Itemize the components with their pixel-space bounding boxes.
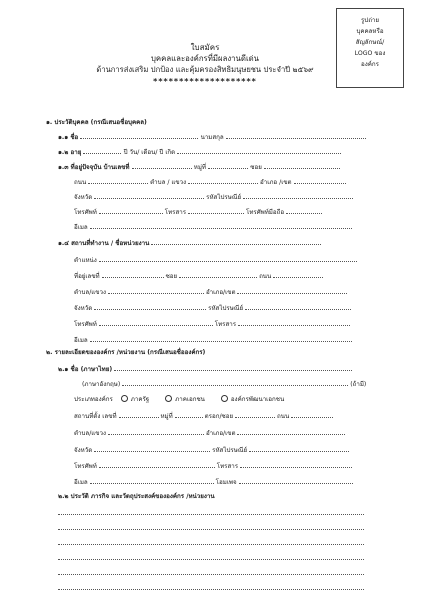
s14-position-row xyxy=(74,254,357,265)
org-type-government-label: ภาครัฐ xyxy=(130,396,150,403)
s2-tambon-field[interactable] xyxy=(108,427,204,435)
org-type-ngo-radio[interactable] xyxy=(221,395,228,402)
s2-abbr-label: (ถ้ามี) xyxy=(350,381,367,388)
s14-phone-field[interactable] xyxy=(99,318,213,326)
s1-postal-field[interactable] xyxy=(243,191,353,199)
history-line[interactable] xyxy=(58,589,364,590)
s1-fax-label: โทรสาร xyxy=(164,209,187,216)
history-line[interactable] xyxy=(58,544,364,545)
s2-province-label: จังหวัด xyxy=(74,447,93,454)
s14-amphoe-label: อำเภอ/เขต xyxy=(205,289,236,296)
org-type-private-radio[interactable] xyxy=(165,395,172,402)
s2-email-row xyxy=(74,476,353,487)
s2-name-label: ๒.๑ ชื่อ (ภาษาไทย) xyxy=(58,366,113,373)
photo-box-line: LOGO ของ xyxy=(354,50,386,57)
s1-age-field[interactable] xyxy=(83,146,121,154)
s1-house-no-field[interactable] xyxy=(132,161,192,169)
s2-phone-field[interactable] xyxy=(99,460,215,468)
s2-phone-row xyxy=(74,460,352,471)
s1-road-label: ถนน xyxy=(74,179,87,186)
s14-postal-field[interactable] xyxy=(245,302,351,310)
s14-heading: ๑.๔ สถานที่ทำงาน / ชื่อหน่วยงาน xyxy=(58,240,150,247)
s1-phone-row xyxy=(74,206,322,217)
form-subtitle: บุคคลและองค์กรที่มีผลงานดีเด่น xyxy=(150,54,260,63)
s14-fax-field[interactable] xyxy=(238,318,350,326)
s1-fax-field[interactable] xyxy=(188,206,244,214)
s14-email-field[interactable] xyxy=(90,334,352,342)
s14-postal-label: รหัสไปรษณีย์ xyxy=(208,305,244,312)
s14-road-label: ถนน xyxy=(259,273,272,280)
org-type-government-radio[interactable] xyxy=(121,395,128,402)
s2-org-type-label: ประเภทองค์กร xyxy=(74,396,113,403)
s1-name-field[interactable] xyxy=(80,131,198,139)
s2-name-th-field[interactable] xyxy=(114,363,352,371)
s14-province-label: จังหวัด xyxy=(74,305,93,312)
s2-soi-label: ตรอก/ซอย xyxy=(204,413,234,420)
section-1-heading: ๑. ประวัติบุคคล (กรณีเสนอชื่อบุคคล) xyxy=(46,119,147,126)
s2-phone-label: โทรศัพท์ xyxy=(74,463,97,470)
s1-age-label: ๑.๒ อายุ xyxy=(58,149,82,156)
s14-soi-label: ซอย xyxy=(165,273,178,280)
photo-logo-box[interactable] xyxy=(336,8,404,88)
s1-road-field[interactable] xyxy=(88,176,148,184)
s2-org-type-row xyxy=(74,395,284,404)
s1-name-label: ๑.๑ ชื่อ xyxy=(58,134,79,141)
photo-box-line: รูปถ่าย xyxy=(360,17,380,24)
s1-age-row xyxy=(58,146,341,157)
form-title-block xyxy=(90,42,320,88)
s1-address-label: ๑.๓ ที่อยู่ปัจจุบัน บ้านเลขที่ xyxy=(58,164,130,171)
s14-fax-label: โทรสาร xyxy=(214,321,237,328)
s1-amphoe-label: อำเภอ /เขต xyxy=(260,179,292,186)
form-title: ใบสมัคร xyxy=(190,43,220,52)
s1-email-field[interactable] xyxy=(90,221,352,229)
photo-box-line: องค์กร xyxy=(361,61,379,68)
s1-email-row xyxy=(74,221,352,232)
s14-amphoe-field[interactable] xyxy=(237,286,347,294)
s1-phone-field[interactable] xyxy=(99,206,163,214)
s2-location-label: สถานที่ตั้ง เลขที่ xyxy=(74,413,117,420)
s2-postal-label: รหัสไปรษณีย์ xyxy=(212,447,248,454)
s1-province-label: จังหวัด xyxy=(74,194,93,201)
s1-province-field[interactable] xyxy=(94,191,204,199)
s2-name-en-row xyxy=(82,378,366,389)
s2-road-label: ถนน xyxy=(277,413,290,420)
s14-phone-row xyxy=(74,318,350,329)
s2-website-label: โฮมเพจ xyxy=(215,479,237,486)
s14-position-label: ตำแหน่ง xyxy=(74,257,97,264)
s2-moo-field[interactable] xyxy=(175,410,203,418)
s2-tambon-label: ตำบล/แขวง xyxy=(74,430,107,437)
photo-box-line: สัญลักษณ์/ xyxy=(355,39,385,46)
s2-amphoe-field[interactable] xyxy=(237,427,345,435)
s14-province-field[interactable] xyxy=(94,302,206,310)
s14-address-row xyxy=(74,270,323,281)
history-line[interactable] xyxy=(58,559,364,560)
s14-position-field[interactable] xyxy=(99,254,357,262)
org-type-ngo-label: องค์กรพัฒนาเอกชน xyxy=(230,396,285,403)
org-type-private-label: ภาคเอกชน xyxy=(175,396,205,403)
s14-address-label: ที่อยู่เลขที่ xyxy=(74,273,100,280)
s1-moo-label: หมู่ที่ xyxy=(193,164,206,171)
s14-province-row xyxy=(74,302,351,313)
s1-province-row xyxy=(74,191,353,202)
s1-soi-field[interactable] xyxy=(264,161,340,169)
history-line[interactable] xyxy=(58,529,364,530)
s2-province-row xyxy=(74,444,349,455)
s14-workplace-field[interactable] xyxy=(151,237,321,245)
s2-name-row xyxy=(58,363,352,374)
s14-phone-label: โทรศัพท์ xyxy=(74,321,97,328)
history-line[interactable] xyxy=(58,574,364,575)
s2-fax-field[interactable] xyxy=(240,460,352,468)
s14-tambon-field[interactable] xyxy=(108,286,204,294)
s2-email-label: อีเมล xyxy=(74,479,88,486)
s1-tambon-label: ตำบล / แขวง xyxy=(150,179,187,186)
photo-box-line: บุคคลหรือ xyxy=(356,28,384,35)
s2-name-en-field[interactable] xyxy=(122,378,348,386)
s2-tambon-row xyxy=(74,427,345,438)
s2-moo-label: หมู่ที่ xyxy=(160,413,173,420)
s2-road-field[interactable] xyxy=(291,410,333,418)
s14-address-field[interactable] xyxy=(102,270,164,278)
s14-heading-row xyxy=(58,237,321,248)
s1-moo-field[interactable] xyxy=(208,161,248,169)
s2-email-field[interactable] xyxy=(90,476,214,484)
s2-location-row xyxy=(74,410,333,421)
s2-fax-label: โทรสาร xyxy=(216,463,239,470)
s2-amphoe-label: อำเภอ/เขต xyxy=(205,430,236,437)
s1-tambon-field[interactable] xyxy=(188,176,258,184)
star-divider: ******************** xyxy=(153,77,257,86)
s2-history-heading: ๒.๒ ประวัติ ภารกิจ และวัตถุประสงค์ขององค์กร /หน่วยงาน xyxy=(58,493,215,500)
s1-name-row xyxy=(58,131,366,142)
s1-postal-label: รหัสไปรษณีย์ xyxy=(206,194,242,201)
s1-phone-label: โทรศัพท์ xyxy=(74,209,97,216)
s1-email-label: อีเมล xyxy=(74,224,88,231)
s1-road-row xyxy=(74,176,346,187)
s14-soi-field[interactable] xyxy=(179,270,257,278)
s1-soi-label: ซอย xyxy=(250,164,262,171)
s14-email-row xyxy=(74,334,352,345)
s14-tambon-label: ตำบล/แขวง xyxy=(74,289,107,296)
s2-website-field[interactable] xyxy=(239,476,353,484)
s1-surname-label: นามสกุล xyxy=(200,134,224,141)
s1-amphoe-field[interactable] xyxy=(294,176,346,184)
history-line[interactable] xyxy=(58,514,364,515)
s2-location-field[interactable] xyxy=(119,410,159,418)
s1-address-row xyxy=(58,161,340,172)
s2-soi-field[interactable] xyxy=(235,410,275,418)
section-2-heading: ๒. รายละเอียดขององค์กร /หน่วยงาน (กรณีเสนอชื่อองค์กร) xyxy=(46,349,206,356)
s2-postal-field[interactable] xyxy=(249,444,349,452)
s14-email-label: อีเมล xyxy=(74,337,88,344)
s1-mobile-label: โทรศัพท์มือถือ xyxy=(246,209,285,216)
s1-born-field[interactable] xyxy=(177,146,341,154)
s2-province-field[interactable] xyxy=(94,444,210,452)
s14-road-field[interactable] xyxy=(273,270,323,278)
form-subtitle-2: ด้านการส่งเสริม ปกป้อง และคุ้มครองสิทธิมนุษยชน ประจำปี ๒๕๖๙ xyxy=(96,65,314,74)
s14-tambon-row xyxy=(74,286,347,297)
s1-surname-field[interactable] xyxy=(226,131,366,139)
s1-born-label: ปี วัน/ เดือน/ ปี เกิด xyxy=(123,149,176,156)
s2-name-en-label: (ภาษาอังกฤษ) xyxy=(82,381,121,388)
s1-mobile-field[interactable] xyxy=(286,206,322,214)
